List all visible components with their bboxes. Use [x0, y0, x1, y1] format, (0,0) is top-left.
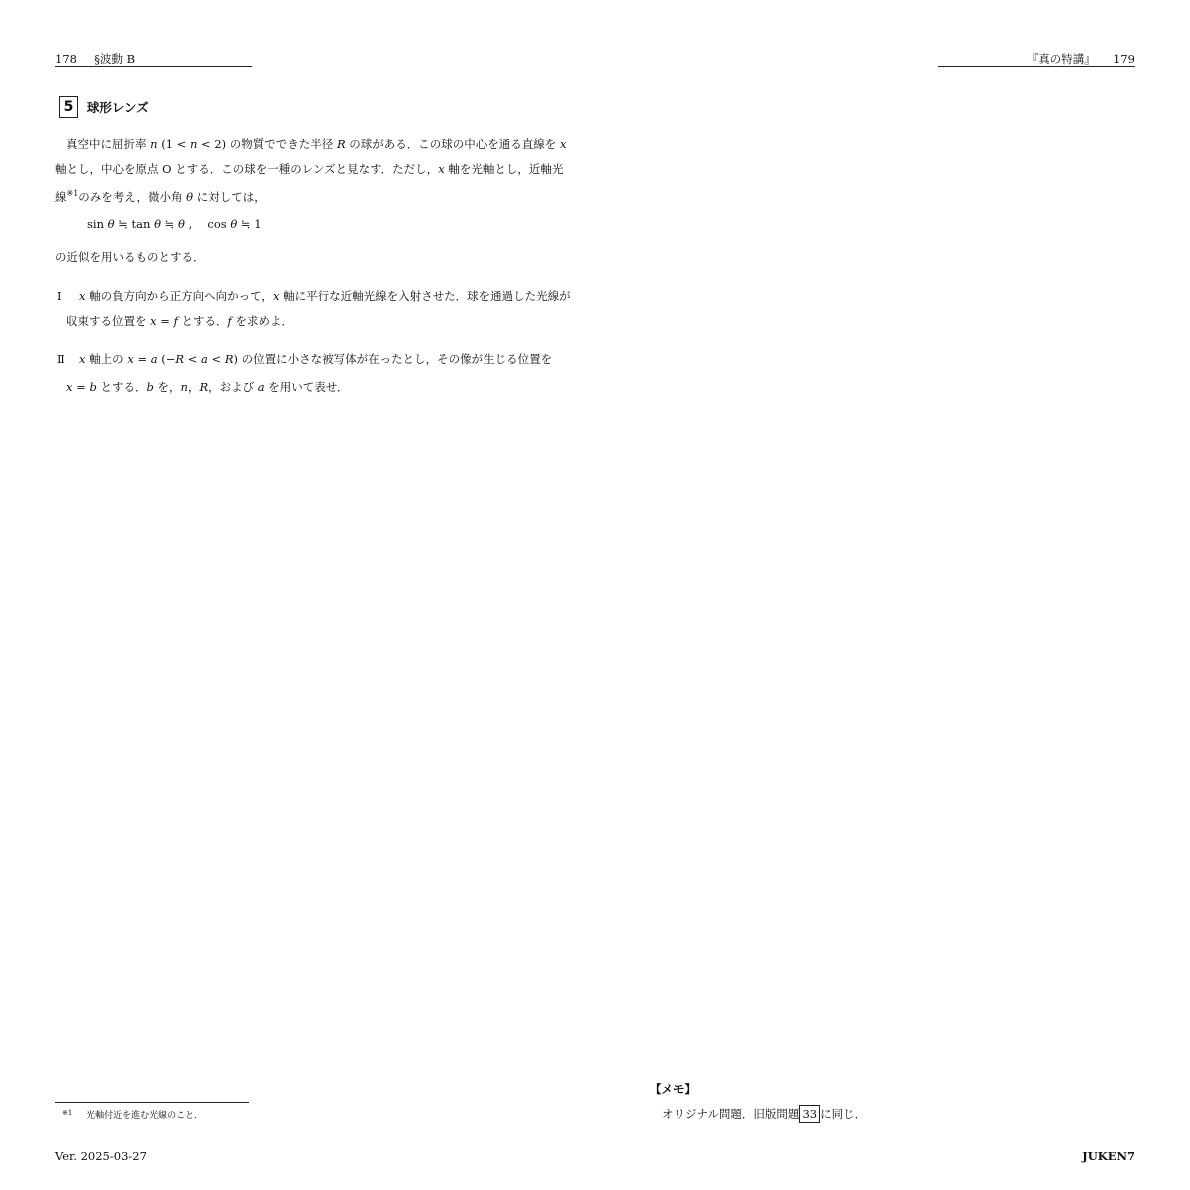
text-run: (1 <	[157, 137, 190, 151]
text-run: , cos	[184, 217, 231, 231]
math-symbol: x	[66, 380, 73, 394]
text-run: 軸の負方向から正方向へ向かって，	[85, 289, 273, 303]
math-symbol: θ	[230, 217, 238, 231]
math-symbol: b	[146, 380, 154, 394]
text-run: とする．	[177, 314, 228, 328]
math-symbol: x	[79, 289, 86, 303]
memo-text	[662, 1104, 866, 1124]
text-run: を求めよ．	[231, 314, 293, 328]
math-symbol: θ	[154, 217, 162, 231]
text-run: 軸とし，中心を原点 O とする．この球を一種のレンズと見なす．ただし，	[55, 162, 439, 176]
question-2-line-2	[66, 375, 348, 399]
math-symbol: R	[224, 352, 234, 366]
math-symbol: R	[336, 137, 346, 151]
math-symbol: n	[150, 137, 158, 151]
math-symbol: f	[173, 314, 178, 328]
text-run: 真空中に屈折率	[66, 137, 151, 151]
text-run: =	[72, 380, 90, 394]
book-title: 『真の特講』	[1026, 52, 1096, 66]
memo-text-before: オリジナル問題．旧版問題	[662, 1107, 800, 1121]
text-run: のみを考え，微小角	[78, 190, 187, 204]
memo-text-after: に同じ．	[820, 1107, 867, 1121]
question-1-line-2	[66, 309, 293, 333]
page-number-left: 178	[55, 52, 77, 66]
footer-brand: JUKEN7	[1082, 1149, 1135, 1163]
problem-title: 球形レンズ	[86, 100, 149, 115]
header-right-rule	[938, 66, 1135, 67]
approximation-formula	[87, 212, 262, 236]
math-symbol: n	[189, 137, 198, 151]
section-title: §波動 B	[94, 52, 136, 66]
text-run: 軸に平行な近軸光線を入射させた．球を通過した光線が	[279, 289, 571, 303]
text-run: < 2) の物質でできた半径	[197, 137, 337, 151]
text-run: 軸上の	[85, 352, 128, 366]
text-run: ，および	[208, 380, 258, 394]
intro-line-1	[66, 132, 566, 156]
text-run: ≒ tan	[114, 217, 155, 231]
footnote-rule	[55, 1102, 249, 1103]
text-run: 軸を光軸とし，近軸光	[444, 162, 564, 176]
math-symbol: a	[257, 380, 265, 394]
intro-line-3	[55, 182, 266, 209]
question-1-label: Ⅰ	[57, 289, 62, 303]
text-run: ≒	[161, 217, 178, 231]
problem-number: 5	[59, 96, 78, 118]
math-symbol: x	[150, 314, 157, 328]
header-right	[1027, 51, 1135, 67]
math-symbol: x	[79, 352, 86, 366]
text-run: =	[156, 314, 174, 328]
text-run: の球がある．この球の中心を通る直線を	[345, 137, 560, 151]
math-symbol: f	[227, 314, 232, 328]
text-run: とする．	[96, 380, 147, 394]
math-symbol: b	[89, 380, 97, 394]
header-left-rule	[55, 66, 252, 67]
footnote	[62, 1108, 203, 1121]
math-symbol: a	[201, 352, 208, 366]
text-run: <	[207, 352, 225, 366]
text-run: に対しては，	[193, 190, 266, 204]
text-run: を用いて表せ．	[264, 380, 349, 394]
footnote-text: 光軸付近を進む光線のこと．	[86, 1111, 204, 1121]
text-run: <	[184, 352, 202, 366]
approximation-tail: の近似を用いるものとする．	[55, 250, 205, 264]
footnote-mark: ※1	[62, 1109, 73, 1117]
math-symbol: x	[272, 289, 280, 303]
page-number-right: 179	[1113, 52, 1135, 66]
text-run: sin	[87, 217, 108, 231]
math-symbol: n	[180, 380, 188, 394]
text-run: =	[133, 352, 151, 366]
math-symbol: θ	[186, 190, 194, 204]
header-left	[55, 51, 135, 67]
text-run: を，	[153, 380, 181, 394]
math-symbol: x	[559, 137, 567, 151]
text-run: ，	[187, 380, 200, 394]
math-symbol: x	[127, 352, 134, 366]
text-run: ≒ 1	[237, 217, 262, 231]
memo-boxed-number: 33	[799, 1105, 820, 1123]
math-symbol: θ	[177, 217, 185, 231]
problem-heading	[59, 96, 149, 118]
text-run: 収束する位置を	[66, 314, 151, 328]
text-run: ) の位置に小さな被写体が在ったとし，その像が生じる位置を	[233, 352, 553, 366]
memo-heading: 【メモ】	[650, 1082, 696, 1096]
text-run: (−	[157, 352, 176, 366]
intro-line-2	[55, 157, 563, 181]
math-symbol: R	[199, 380, 209, 394]
math-symbol: x	[438, 162, 445, 176]
text-run: 線	[55, 190, 67, 204]
math-symbol: a	[150, 352, 158, 366]
question-2-label: Ⅱ	[57, 352, 65, 366]
question-2-line-1	[79, 347, 552, 371]
footnote-ref: ※1	[66, 189, 79, 198]
footer-version: Ver. 2025-03-27	[55, 1149, 147, 1163]
question-1-line-1	[79, 284, 571, 308]
math-symbol: θ	[107, 217, 115, 231]
math-symbol: R	[175, 352, 185, 366]
